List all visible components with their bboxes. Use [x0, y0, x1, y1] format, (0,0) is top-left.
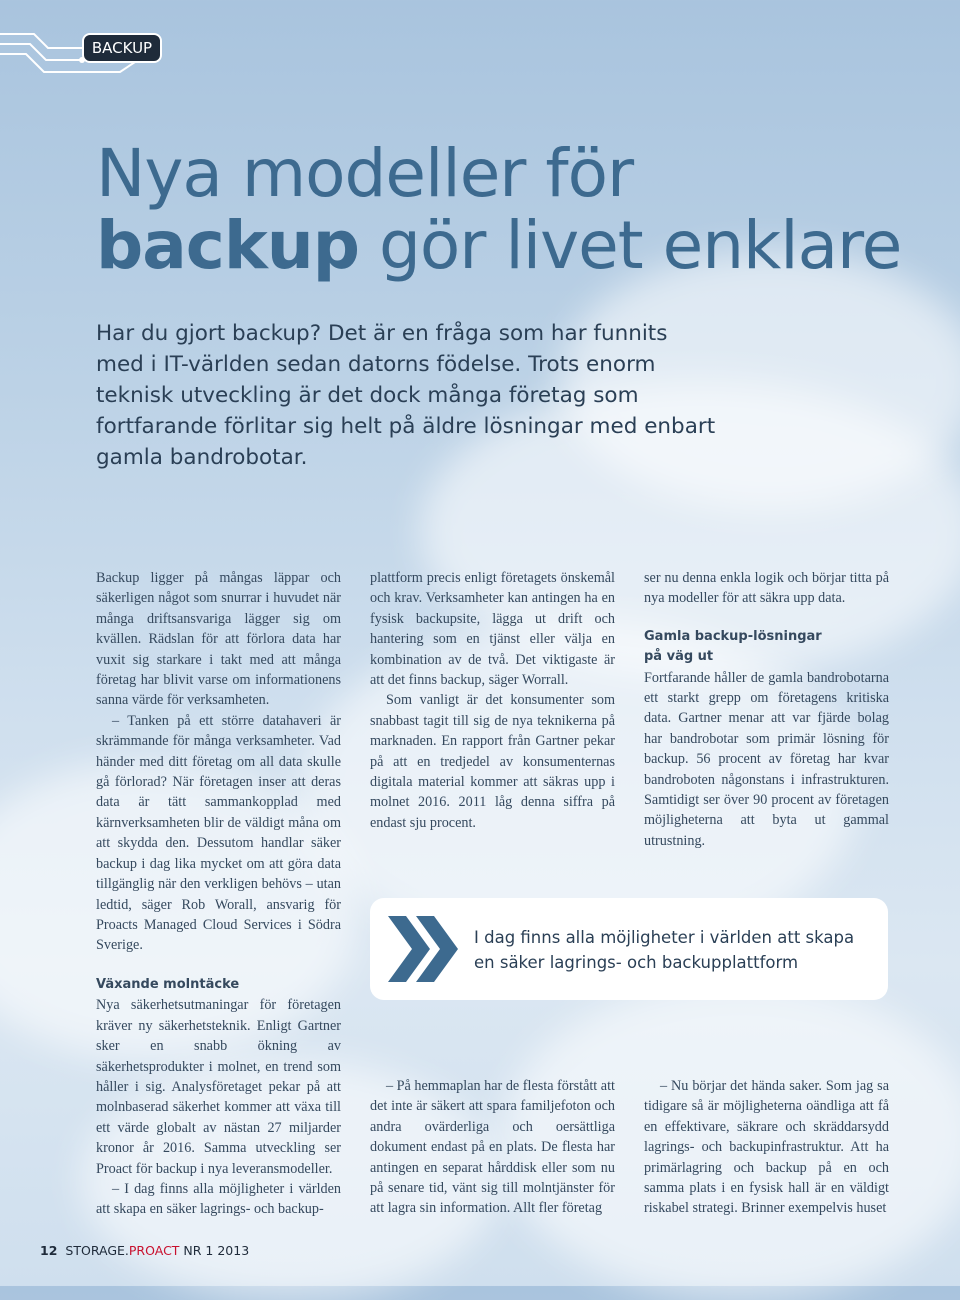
subheading	[644, 627, 889, 668]
article-column-3	[644, 568, 889, 851]
headline-bold-word: backup	[96, 207, 360, 284]
body-paragraph: – På hemmaplan har de flesta förstått att det inte är säkert att spara familjefoton och andra ovärderliga och oersättliga dokument endast på en plats. De flesta har antingen en separat hårddisk eller som nu på senare tid, vänt sig till molntjänster för att lagra sin information. Allt fler företag	[370, 1078, 615, 1217]
headline	[96, 135, 902, 284]
article-column-2	[370, 568, 615, 833]
body-paragraph: – Nu börjar det hända saker. Som jag sa tidigare så är möjligheterna oändliga att få en effektivare, säkrare och skräddarsydd lagrings- och backupinfrastruktur. Att ha primärlagring och backup på en och samma plats i en fysisk hall är en väldigt riskabel strategi. Brinner exempelvis huset	[644, 1078, 889, 1217]
headline-line1: Nya modeller för	[96, 135, 634, 212]
subheading-line2: på väg ut	[644, 649, 714, 665]
lead-paragraph: Har du gjort backup? Det är en fråga som har funnits med i IT-världen sedan datorns födelse. Trots enorm teknisk utveckling är det dock många företag som fortfarande förlitar sig helt på äldre lösningar med enbart gamla bandrobotar.	[96, 321, 716, 470]
subheading-line1: Gamla backup-lösningar	[644, 628, 822, 644]
headline-rest: gör livet enklare	[359, 207, 902, 284]
body-paragraph: Nya säkerhetsutmaningar för företagen kräver ny säkerhetsteknik. Enligt Gartner sker en snabb ökning av säkerhetsprodukter i molnet, en trend som håller i sig. Analysföretaget pekar på att molnbaserad säkerhet kommer att växa till ett värde globalt av nästan 27 miljarder kronor år 2016. Samma utveckling ser Proact för backup i nya leveransmodeller.	[96, 997, 341, 1177]
body-paragraph: ser nu denna enkla logik och börjar titta på nya modeller för att säkra upp data.	[644, 570, 889, 607]
pull-quote	[370, 898, 888, 1000]
section-tag: BACKUP	[82, 33, 162, 63]
issue-label: NR 1 2013	[183, 1243, 250, 1258]
article-column-3-lower	[644, 1076, 889, 1219]
page-number: 12	[40, 1243, 58, 1258]
publication-accent: PROACT	[128, 1243, 180, 1258]
article-column-2-lower	[370, 1076, 615, 1219]
body-paragraph: Som vanligt är det konsumenter som snabbast tagit till sig de nya teknikerna på marknaden. En rapport från Gartner pekar på att en tredjedel av konsumenternas digitala material kommer att säkras upp i molnet 2016. 2011 låg denna siffra på endast sju procent.	[370, 692, 615, 831]
page-footer	[40, 1243, 249, 1258]
article-column-1	[96, 568, 341, 956]
body-paragraph: Fortfarande håller de gamla bandrobotarna ett starkt grepp om företagens kritiska data. Gartner menar att var fjärde bolag har bandrobotar som primär lösning för backup. 56 procent av företag har kvar bandroboten någonstans i infrastrukturen. Samtidigt ser över 90 procent av företagen möjligheterna att byta ut gammal utrustning.	[644, 669, 889, 849]
subheading: Växande molntäcke	[96, 977, 240, 992]
article-column-1-lower	[96, 975, 341, 1220]
double-chevron-icon	[388, 916, 460, 982]
body-paragraph: Backup ligger på mångas läppar och säkerligen något som snurrar i huvudet när många driftsansvariga lägger sig om kvällen. Rädslan för att förlora data har vuxit sig starkare i takt med att många företag har blivit varse om informationens sanna värde för verksamheten.	[96, 570, 341, 709]
pull-quote-text: I dag finns alla möjligheter i världen att skapa en säker lagrings- och backupplattform	[474, 928, 855, 972]
publication-prefix: STORAGE.	[65, 1243, 129, 1258]
body-paragraph: plattform precis enligt företagets önskemål och krav. Verksamheter kan antingen ha en fysisk backupsite, lägga ut drift och hantering som en tjänst eller välja en kombination av de två. Det viktigaste är att det finns backup, säger Worrall.	[370, 570, 615, 689]
body-paragraph: – I dag finns alla möjligheter i världen att skapa en säker lagrings- och backup-	[96, 1181, 341, 1218]
body-paragraph: – Tanken på ett större datahaveri är skrämmande för många verksamheter. Vad händer med ditt företag om all data skulle gå förlorad? När företagen inser att deras data är tätt sammankopplad med kärnverksamheten blir de väldigt måna om att skydda den. Dessutom handlar säker backup i dag lika mycket om att göra data tillgänglig när den verkligen behövs – utan ledtid, säger Rob Worall, ansvarig för Proacts Managed Cloud Services i Södra Sverige.	[96, 712, 341, 954]
